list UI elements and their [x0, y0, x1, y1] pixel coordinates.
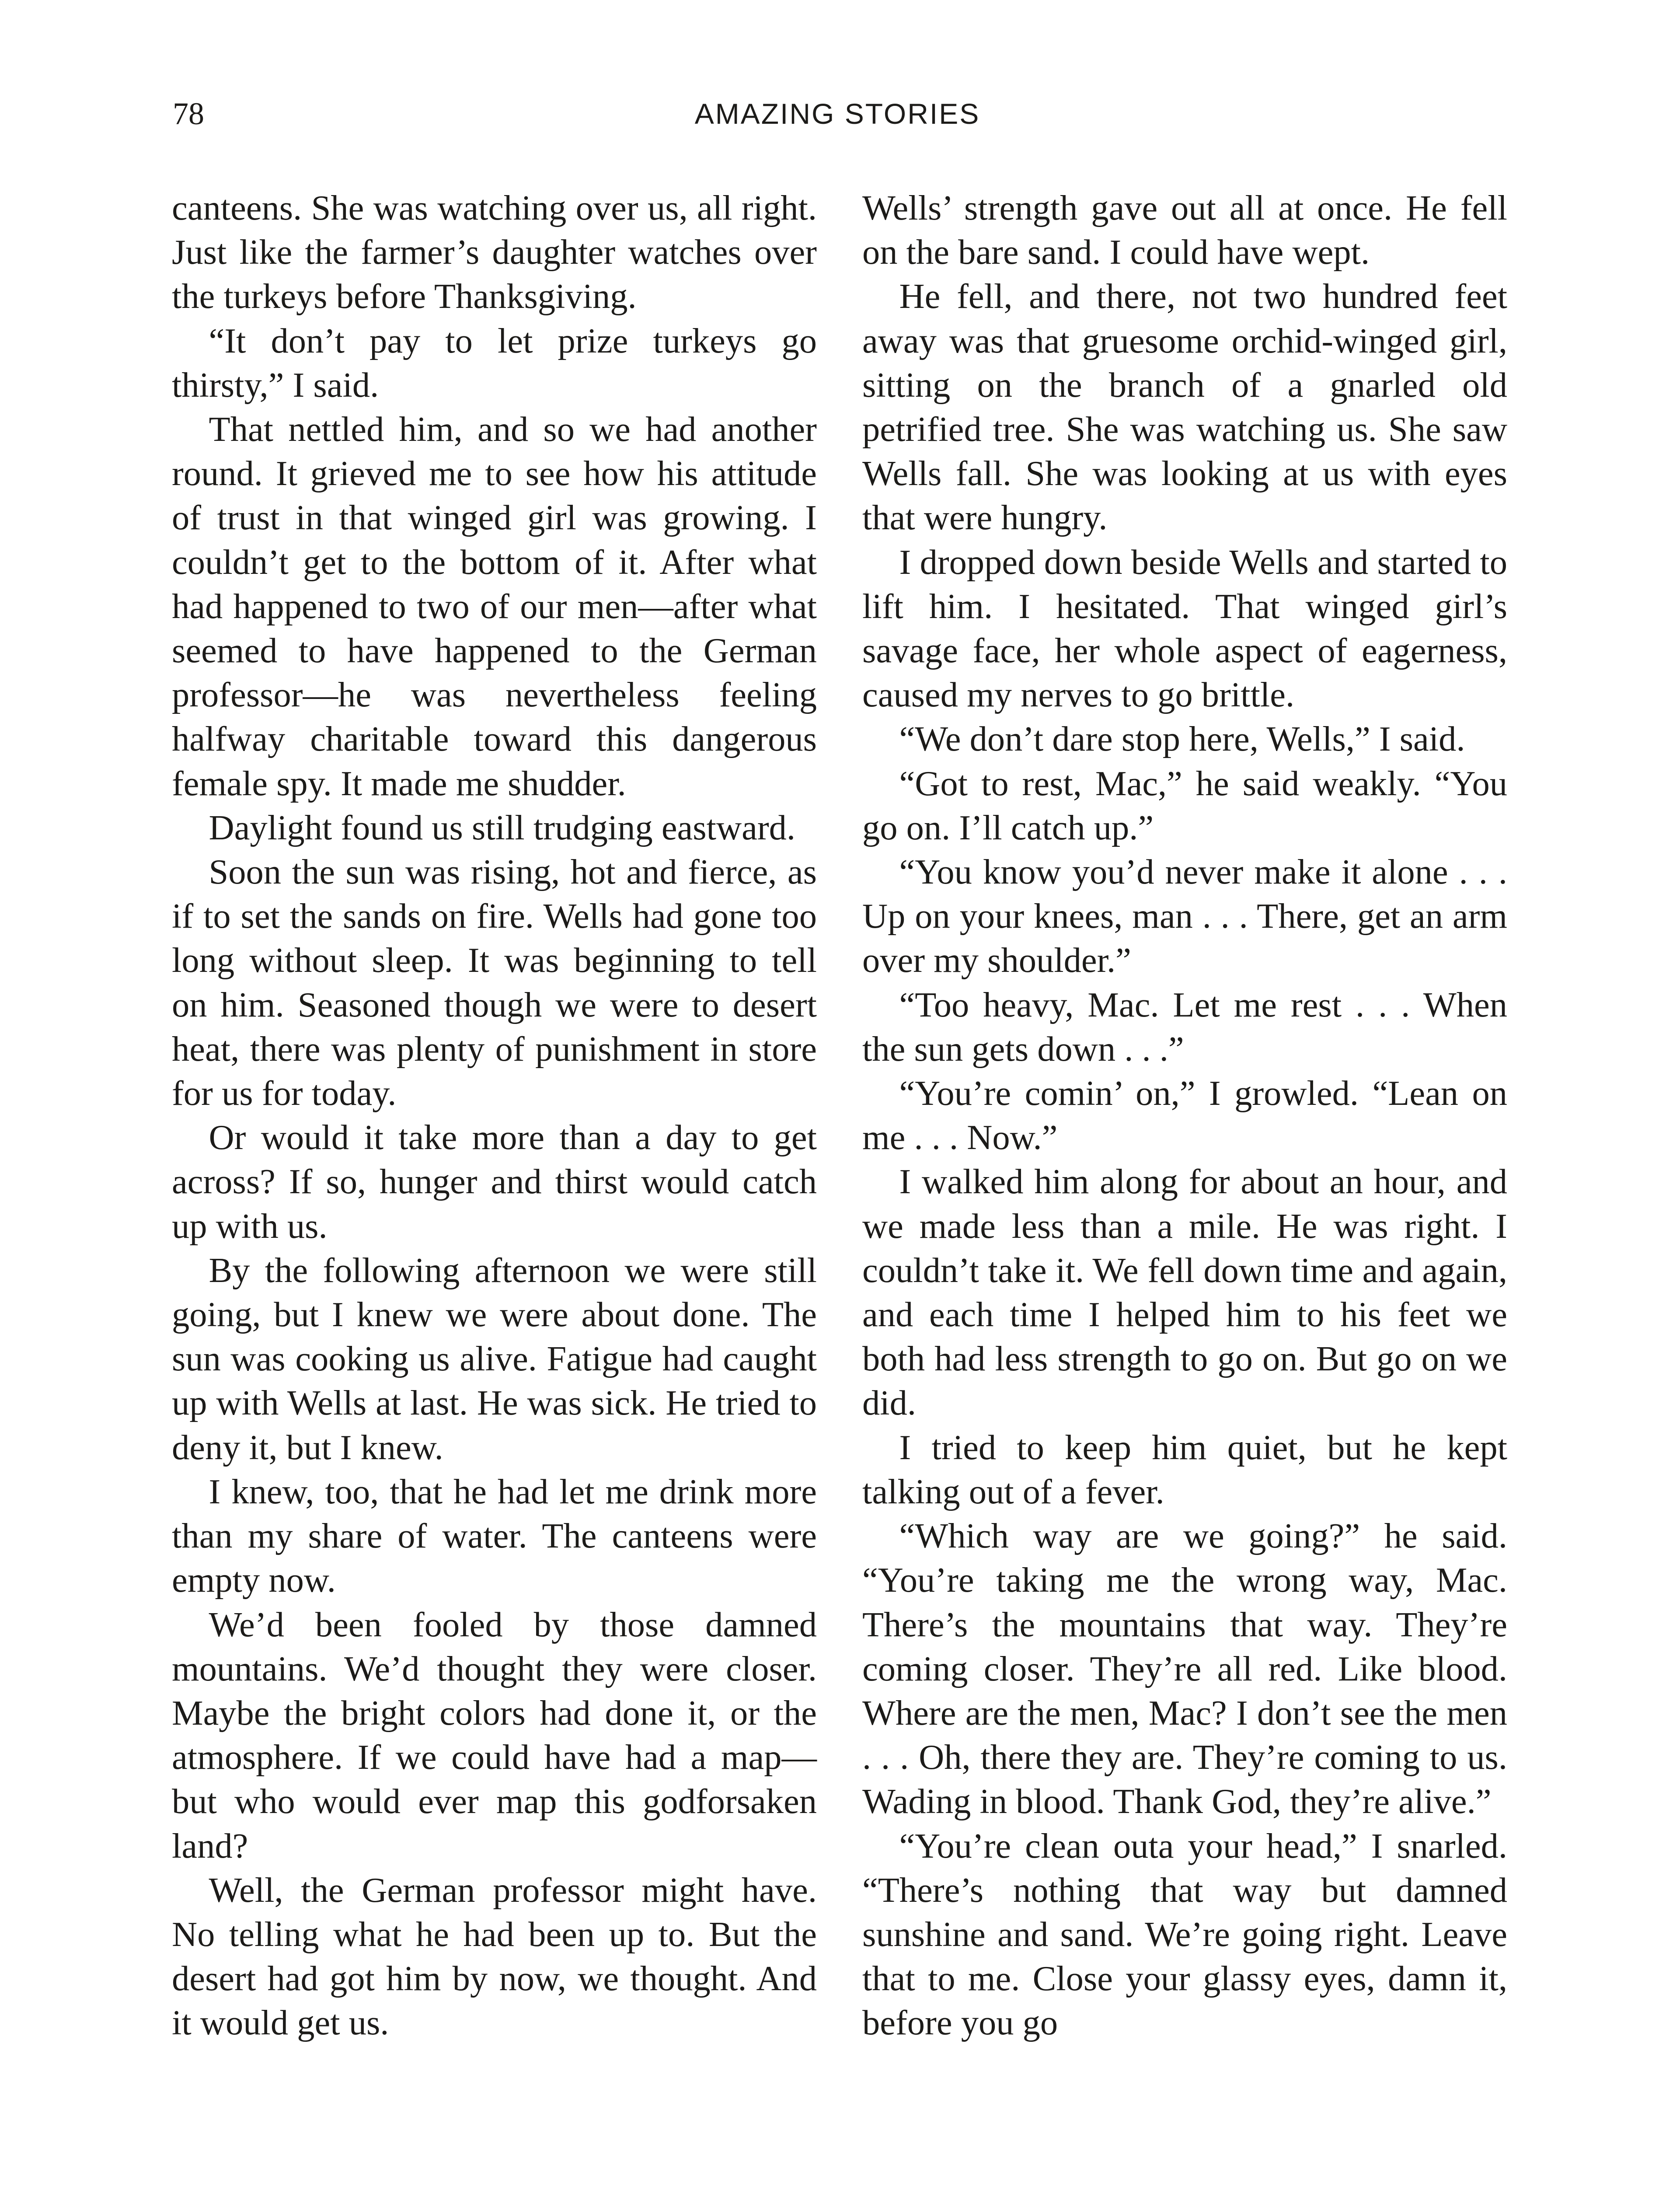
paragraph: “We don’t dare stop here, Wells,” I said. — [899, 720, 1465, 759]
page-header — [173, 94, 1502, 133]
paragraph: We’d been fooled by those damned mountains. We’d thought they were closer. Maybe the bright colors had done it, or the atmosphere. If we could have had a map—but who would ever map this godforsaken land? — [172, 1605, 817, 1866]
paragraph: “It don’t pay to let prize turkeys go thirsty,” I said. — [172, 321, 817, 405]
left-column — [172, 186, 817, 2045]
paragraph: I knew, too, that he had let me drink more than my share of water. The canteens were empty now. — [172, 1472, 817, 1600]
paragraph: Well, the German professor might have. No telling what he had been up to. But the desert had got him by now, we thought. And it would get us. — [172, 1870, 817, 2043]
paragraph: I walked him along for about an hour, and we made less than a mile. He was right. I couldn’t take it. We fell down time and again, and each time I helped him to his feet we both had less strength to go on. But go on we did. — [862, 1162, 1507, 1423]
paragraph: Daylight found us still trudging eastward. — [209, 808, 796, 847]
paragraph: “Too heavy, Mac. Let me rest . . . When the sun gets down . . .” — [862, 985, 1507, 1069]
paragraph: Or would it take more than a day to get across? If so, hunger and thirst would catch up with us. — [172, 1118, 817, 1246]
page-number: 78 — [173, 96, 204, 131]
paragraph: By the following afternoon we were still going, but I knew we were about done. The sun was cooking us alive. Fatigue had caught up with Wells at last. He was sick. He tried to deny it, but I knew. — [172, 1251, 817, 1467]
paragraph: “Which way are we going?” he said. “You’re taking me the wrong way, Mac. There’s the mountains that way. They’re coming closer. They’re all red. Like blood. Where are the men, Mac? I don’t see the men . . . Oh, there they are. They’re coming to us. Wading in blood. Thank God, they’re alive.” — [862, 1516, 1507, 1821]
right-column — [862, 186, 1507, 2045]
paragraph: Wells’ strength gave out all at once. He fell on the bare sand. I could have wept. — [862, 189, 1507, 272]
paragraph: I dropped down beside Wells and started to lift him. I hesitated. That winged girl’s savage face, her whole aspect of eagerness, caused my nerves to go brittle. — [862, 542, 1507, 715]
paragraph: “Got to rest, Mac,” he said weakly. “You go on. I’ll catch up.” — [862, 764, 1507, 847]
paragraph: “You’re comin’ on,” I growled. “Lean on me . . . Now.” — [862, 1074, 1507, 1157]
running-title: AMAZING STORIES — [694, 98, 980, 130]
paragraph: “You know you’d never make it alone . . . Up on your knees, man . . . There, get an arm over my shoulder.” — [862, 852, 1507, 980]
paragraph: That nettled him, and so we had another round. It grieved me to see how his attitude of trust in that winged girl was growing. I couldn’t get to the bottom of it. After what had happened to two of our men—after what seemed to have happened to the German professor—he was nevertheless feeling halfway charitable toward this dangerous female spy. It made me shudder. — [172, 410, 817, 803]
paragraph: canteens. She was watching over us, all right. Just like the farmer’s daughter watches over the turkeys before Thanksgiving. — [172, 189, 817, 316]
paragraph: He fell, and there, not two hundred feet away was that gruesome orchid-winged girl, sitting on the branch of a gnarled old petrified tree. She was watching us. She saw Wells fall. She was looking at us with eyes that were hungry. — [862, 277, 1507, 538]
paragraph: “You’re clean outa your head,” I snarled. “There’s nothing that way but damned sunshine and sand. We’re going right. Leave that to me. Close your glassy eyes, damn it, before you go — [862, 1826, 1507, 2043]
paragraph: Soon the sun was rising, hot and fierce, as if to set the sands on fire. Wells had gone too long without sleep. It was beginning to tell on him. Seasoned though we were to desert heat, there was plenty of punishment in store for us for today. — [172, 852, 817, 1113]
paragraph: I tried to keep him quiet, but he kept talking out of a fever. — [862, 1428, 1507, 1511]
